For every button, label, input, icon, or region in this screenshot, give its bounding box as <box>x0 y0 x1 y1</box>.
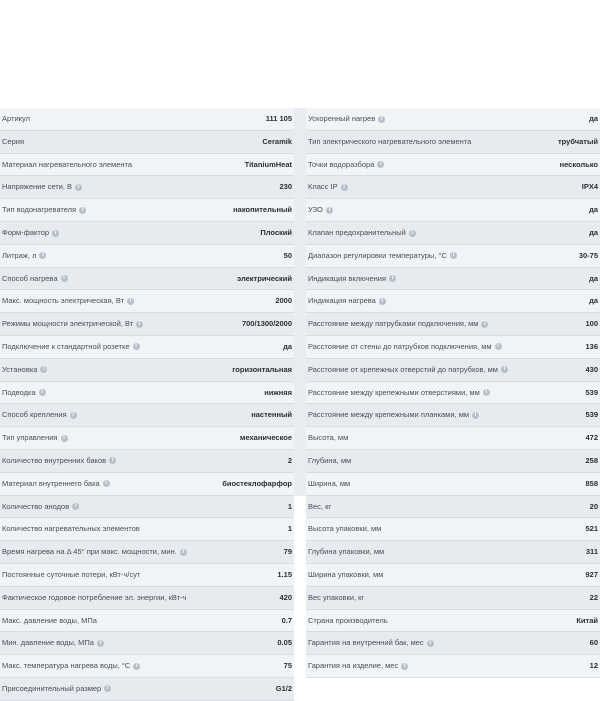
spec-label-text: Гарантия на внутренний бак, мес <box>308 638 424 648</box>
spec-label-text: Серия <box>2 136 25 146</box>
spec-row <box>0 564 294 587</box>
info-icon[interactable]: i <box>136 321 143 328</box>
spec-value: да <box>589 273 598 283</box>
spec-label <box>2 587 186 609</box>
spec-value: 30-75 <box>578 250 598 260</box>
spec-label <box>2 245 46 267</box>
spec-label <box>308 199 333 221</box>
spec-label <box>308 336 502 358</box>
spec-value: несколько <box>559 159 598 169</box>
spec-row <box>0 336 294 359</box>
info-icon[interactable]: i <box>450 252 457 259</box>
spec-label <box>308 473 350 495</box>
info-icon[interactable]: i <box>61 435 68 442</box>
spec-value: трубчатый <box>558 136 598 146</box>
spec-label <box>308 655 408 677</box>
spec-row <box>0 222 294 245</box>
spec-label <box>2 404 77 426</box>
spec-label <box>2 678 111 700</box>
info-icon[interactable]: i <box>495 343 502 350</box>
spec-value: 100 <box>585 319 598 329</box>
spec-label-text: Материал внутреннего бака <box>2 478 100 488</box>
spec-label <box>2 655 140 677</box>
specifications-right-column <box>306 108 600 678</box>
spec-value: Китай <box>576 615 598 625</box>
spec-row <box>0 496 294 519</box>
spec-row <box>306 176 600 199</box>
spec-label-text: Напряжение сети, В <box>2 182 73 192</box>
spec-label-text: Количество анодов <box>2 501 70 511</box>
spec-row <box>306 655 600 678</box>
spec-value: 136 <box>585 341 598 351</box>
spec-label <box>2 199 86 221</box>
spec-label-text: Материал нагревательного элемента <box>2 159 133 169</box>
spec-row <box>306 518 600 541</box>
spec-label-text: Режимы мощности электрической, Вт <box>2 319 134 329</box>
spec-label <box>308 359 508 381</box>
spec-value: G1/2 <box>275 683 292 693</box>
info-icon[interactable]: i <box>40 366 47 373</box>
spec-row <box>0 108 294 131</box>
spec-value: 2000 <box>275 296 292 306</box>
spec-value: настенный <box>251 410 292 420</box>
spec-value: TitaniumHeat <box>244 159 292 169</box>
spec-label-text: Вес упаковки, кг <box>308 592 365 602</box>
spec-label <box>308 154 384 176</box>
info-icon[interactable]: i <box>72 503 79 510</box>
spec-label <box>308 131 471 153</box>
spec-label <box>2 450 116 472</box>
spec-row <box>0 290 294 313</box>
spec-value: Ceramik <box>262 136 292 146</box>
spec-value: 858 <box>585 478 598 488</box>
spec-label-text: Макс. мощность электрическая, Вт <box>2 296 125 306</box>
spec-value: 50 <box>283 250 292 260</box>
spec-label <box>308 496 331 518</box>
spec-label-text: Количество нагревательных элементов <box>2 524 140 534</box>
info-icon[interactable]: i <box>341 184 348 191</box>
info-icon[interactable]: i <box>70 412 77 419</box>
spec-label <box>2 336 140 358</box>
spec-label <box>2 290 134 312</box>
spec-label-text: Глубина, мм <box>308 455 352 465</box>
spec-value: 521 <box>585 524 598 534</box>
spec-row <box>306 222 600 245</box>
spec-label-text: Количество внутренних баков <box>2 455 107 465</box>
spec-label <box>308 404 479 426</box>
info-icon[interactable]: i <box>133 343 140 350</box>
spec-label-text: Подключение к стандартной розетке <box>2 341 130 351</box>
spec-label-text: Постоянные суточные потери, кВт-ч/сут <box>2 569 141 579</box>
spec-row <box>306 587 600 610</box>
spec-row <box>306 427 600 450</box>
info-icon[interactable]: i <box>180 549 187 556</box>
info-icon[interactable]: i <box>401 663 408 670</box>
info-icon[interactable]: i <box>427 640 434 647</box>
spec-value: 472 <box>585 433 598 443</box>
spec-value: 258 <box>585 455 598 465</box>
spec-label <box>2 496 79 518</box>
spec-label <box>308 518 381 540</box>
info-icon[interactable]: i <box>326 207 333 214</box>
info-icon[interactable]: i <box>61 275 68 282</box>
spec-row <box>0 610 294 633</box>
spec-row <box>0 678 294 701</box>
spec-row <box>306 359 600 382</box>
spec-label-text: Точки водоразбора <box>308 159 375 169</box>
spec-value: IPX4 <box>581 182 598 192</box>
spec-row <box>306 496 600 519</box>
spec-row <box>306 131 600 154</box>
spec-row <box>0 176 294 199</box>
spec-label-text: Подводка <box>2 387 36 397</box>
spec-label <box>308 382 490 404</box>
spec-label-text: Высота упаковки, мм <box>308 524 382 534</box>
spec-row <box>306 473 600 496</box>
spec-row <box>306 610 600 633</box>
spec-row <box>0 655 294 678</box>
spec-label-text: Клапан предохранительный <box>308 227 406 237</box>
info-icon[interactable]: i <box>39 389 46 396</box>
info-icon[interactable]: i <box>75 184 82 191</box>
spec-value: 1 <box>287 501 292 511</box>
info-icon[interactable]: i <box>379 298 386 305</box>
info-icon[interactable]: i <box>378 116 385 123</box>
spec-value: 22 <box>589 592 598 602</box>
spec-value: 2 <box>287 455 292 465</box>
spec-label-text: Способ крепления <box>2 410 67 420</box>
spec-row <box>0 632 294 655</box>
spec-label <box>2 610 97 632</box>
spec-row <box>0 587 294 610</box>
spec-label-text: Присоединительный размер <box>2 683 102 693</box>
spec-label-text: Тип водонагревателя <box>2 205 77 215</box>
spec-row <box>306 336 600 359</box>
spec-label <box>2 176 82 198</box>
spec-value: Плоский <box>260 227 292 237</box>
spec-label <box>308 245 457 267</box>
info-icon[interactable]: i <box>109 457 116 464</box>
spec-label-text: Макс. давление воды, МПа <box>2 615 97 625</box>
spec-label-text: Индикация нагрева <box>308 296 376 306</box>
spec-value: нижняя <box>264 387 292 397</box>
spec-label <box>308 290 386 312</box>
spec-label-text: Высота, мм <box>308 433 349 443</box>
spec-row <box>0 359 294 382</box>
spec-row <box>306 108 600 131</box>
spec-value: биостеклофарфор <box>222 478 292 488</box>
spec-row <box>0 268 294 291</box>
spec-label-text: Расстояние между крепежными планками, мм <box>308 410 470 420</box>
spec-value: 420 <box>279 592 292 602</box>
spec-row <box>306 404 600 427</box>
spec-label <box>2 268 68 290</box>
spec-value: да <box>589 205 598 215</box>
spec-row <box>0 541 294 564</box>
info-icon[interactable]: i <box>481 321 488 328</box>
spec-label <box>2 154 132 176</box>
spec-row <box>306 564 600 587</box>
spec-label-text: Форм-фактор <box>2 227 50 237</box>
spec-row <box>306 632 600 655</box>
spec-label-text: УЗО <box>308 205 323 215</box>
spec-value: 1.15 <box>277 569 292 579</box>
info-icon[interactable]: i <box>389 275 396 282</box>
spec-row <box>306 290 600 313</box>
spec-label-text: Макс. температура нагрева воды, °С <box>2 661 131 671</box>
spec-value: да <box>589 296 598 306</box>
spec-value: 20 <box>589 501 598 511</box>
spec-value: да <box>589 227 598 237</box>
spec-label <box>308 632 434 654</box>
spec-label <box>2 632 104 654</box>
spec-value: горизонтальная <box>232 364 292 374</box>
info-icon[interactable]: i <box>127 298 134 305</box>
spec-label <box>2 382 46 404</box>
info-icon[interactable]: i <box>103 480 110 487</box>
spec-value: накопительный <box>233 205 292 215</box>
info-icon[interactable]: i <box>52 230 59 237</box>
spec-label <box>2 359 47 381</box>
spec-label <box>2 518 140 540</box>
spec-label-text: Способ нагрева <box>2 273 58 283</box>
spec-label-text: Тип управления <box>2 433 58 443</box>
spec-label-text: Фактическое годовое потребление эл. энергии, кВт-ч <box>2 592 187 602</box>
spec-row <box>0 473 294 496</box>
spec-row <box>0 427 294 450</box>
spec-label <box>2 222 59 244</box>
spec-label-text: Расстояние между крепежными отверстиями, мм <box>308 387 480 397</box>
spec-row <box>0 245 294 268</box>
info-icon[interactable]: i <box>133 663 140 670</box>
info-icon[interactable]: i <box>409 230 416 237</box>
spec-label-text: Установка <box>2 364 38 374</box>
spec-label-text: Страна производитель <box>308 615 388 625</box>
spec-label <box>308 427 348 449</box>
info-icon[interactable]: i <box>97 640 104 647</box>
info-icon[interactable]: i <box>472 412 479 419</box>
spec-value: 311 <box>585 547 598 557</box>
spec-row <box>0 313 294 336</box>
spec-label-text: Тип электрического нагревательного элемента <box>308 136 472 146</box>
spec-label-text: Расстояние от крепежных отверстий до патрубков, мм <box>308 364 498 374</box>
spec-value: 430 <box>585 364 598 374</box>
spec-label <box>2 541 187 563</box>
info-icon[interactable]: i <box>501 366 508 373</box>
specifications-left-column <box>0 108 294 701</box>
spec-label-text: Глубина упаковки, мм <box>308 547 385 557</box>
spec-row <box>306 154 600 177</box>
spec-row <box>0 154 294 177</box>
spec-label <box>308 541 384 563</box>
spec-label-text: Ширина упаковки, мм <box>308 569 384 579</box>
spec-value: 700/1300/2000 <box>241 319 292 329</box>
spec-value: 60 <box>589 638 598 648</box>
spec-value: 539 <box>585 387 598 397</box>
specifications-table <box>0 108 600 693</box>
spec-row <box>0 404 294 427</box>
spec-value: 0.7 <box>281 615 292 625</box>
spec-label-text: Класс IP <box>308 182 338 192</box>
spec-row <box>0 199 294 222</box>
spec-value: 230 <box>279 182 292 192</box>
spec-value: 111 105 <box>265 114 292 123</box>
spec-label-text: Индикация включения <box>308 273 387 283</box>
spec-label <box>308 587 364 609</box>
spec-value: 79 <box>283 547 292 557</box>
spec-label-text: Артикул <box>2 114 30 123</box>
spec-value: да <box>283 341 292 351</box>
spec-row <box>306 199 600 222</box>
spec-label-text: Литраж, л <box>2 250 37 260</box>
spec-label <box>308 176 348 198</box>
spec-value: электрический <box>237 273 292 283</box>
spec-label-text: Время нагрева на Δ 45° при макс. мощности, мин. <box>2 547 177 557</box>
spec-row <box>0 131 294 154</box>
spec-label <box>308 313 488 335</box>
spec-value: 12 <box>589 661 598 671</box>
spec-value: механическое <box>239 433 292 443</box>
spec-label <box>2 564 140 586</box>
spec-value: 539 <box>585 410 598 420</box>
spec-label <box>308 222 416 244</box>
spec-value: 927 <box>585 569 598 579</box>
spec-value: да <box>589 114 598 123</box>
spec-label <box>308 268 396 290</box>
info-icon[interactable]: i <box>483 389 490 396</box>
spec-label-text: Вес, кг <box>308 501 332 511</box>
info-icon[interactable]: i <box>104 685 111 692</box>
info-icon[interactable]: i <box>39 252 46 259</box>
info-icon[interactable]: i <box>377 161 384 168</box>
spec-label <box>2 131 24 153</box>
spec-label <box>2 108 30 130</box>
spec-row <box>306 450 600 473</box>
spec-row <box>306 382 600 405</box>
spec-label <box>2 473 110 495</box>
spec-label-text: Ширина, мм <box>308 478 351 488</box>
spec-row <box>306 541 600 564</box>
spec-label-text: Расстояние от стены до патрубков подключения, мм <box>308 341 492 351</box>
spec-label <box>308 108 385 130</box>
info-icon[interactable]: i <box>79 207 86 214</box>
spec-label <box>2 313 143 335</box>
spec-row <box>306 245 600 268</box>
spec-row <box>306 313 600 336</box>
spec-label-text: Мин. давление воды, МПа <box>2 638 94 648</box>
spec-label <box>2 427 68 449</box>
top-blank-area <box>0 0 600 108</box>
spec-row <box>306 268 600 291</box>
spec-label <box>308 450 351 472</box>
spec-row <box>0 450 294 473</box>
spec-value: 0.05 <box>277 638 292 648</box>
spec-label-text: Расстояние между патрубками подключения, мм <box>308 319 479 329</box>
spec-label-text: Гарантия на изделие, мес <box>308 661 399 671</box>
spec-value: 75 <box>283 661 292 671</box>
spec-value: 1 <box>287 524 292 534</box>
spec-row <box>0 382 294 405</box>
spec-label-text: Диапазон регулировки температуры, °С <box>308 250 447 260</box>
spec-label <box>308 610 388 632</box>
spec-label <box>308 564 383 586</box>
spec-row <box>0 518 294 541</box>
spec-label-text: Ускоренный нагрев <box>308 114 376 123</box>
